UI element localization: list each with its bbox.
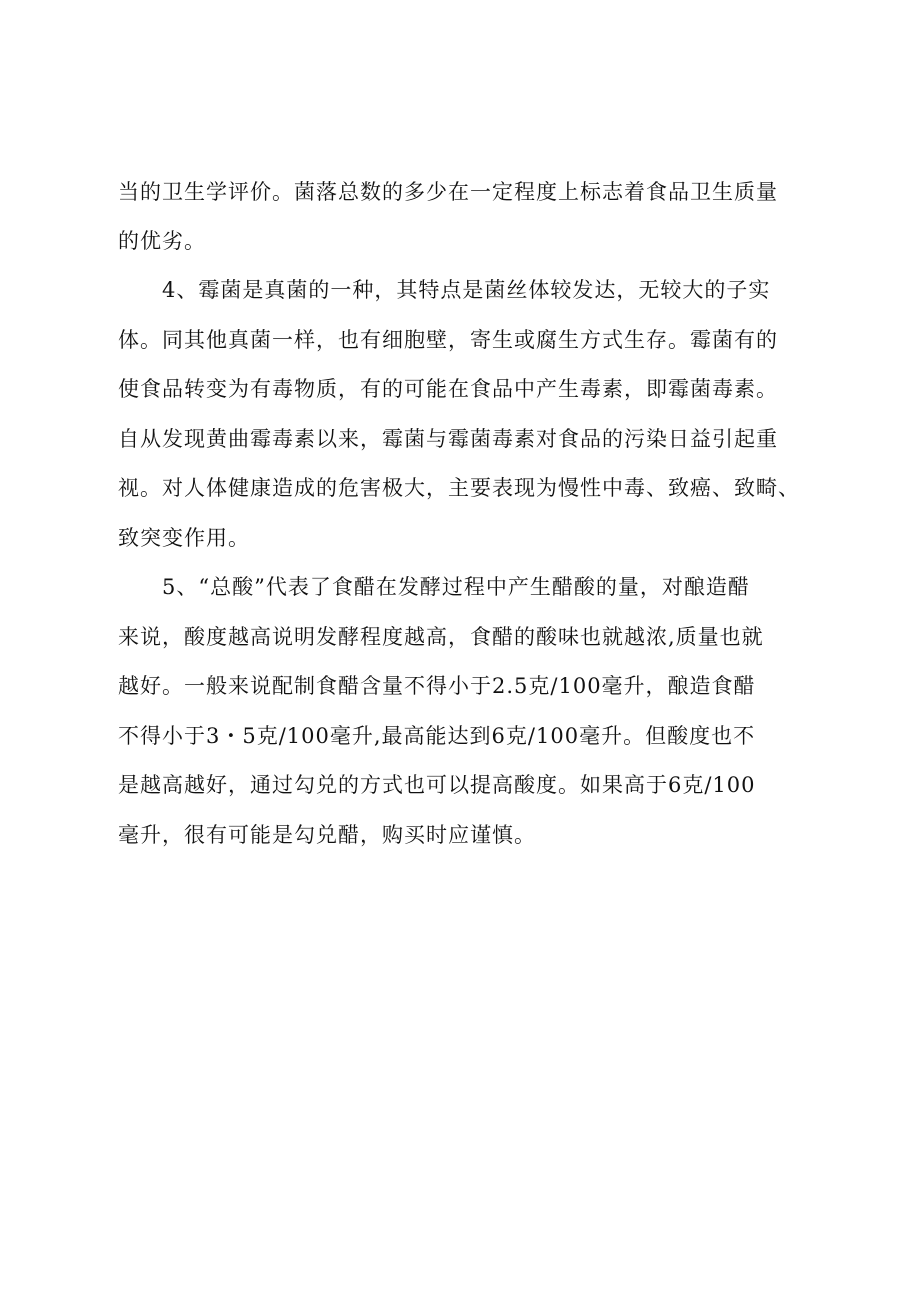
text-line: 自从发现黄曲霉毒素以来，霉菌与霉菌毒素对食品的污染日益引起重 [118, 427, 778, 451]
text-line: 4、霉菌是真菌的一种，其特点是菌丝体较发达，无较大的子实 [162, 278, 771, 302]
text-line: 使食品转变为有毒物质，有的可能在食品中产生毒素，即霉菌毒素。 [118, 377, 778, 401]
text-line: 视。对人体健康造成的危害极大，主要表现为慢性中毒、致癌、致畸、 [118, 476, 800, 500]
text-line: 致突变作用。 [118, 526, 250, 550]
text-line: 来说，酸度越高说明发酵程度越高，食醋的酸味也就越浓,质量也就 [118, 625, 764, 649]
text-line: 当的卫生学评价。菌落总数的多少在一定程度上标志着食品卫生质量 [118, 180, 778, 204]
text-line: 不得小于3・5克/100毫升,最高能达到6克/100毫升。但酸度也不 [118, 724, 756, 748]
text-line: 是越高越好，通过勾兑的方式也可以提高酸度。如果高于6克/100 [118, 773, 756, 797]
text-line: 体。同其他真菌一样，也有细胞壁，寄生或腐生方式生存。霉菌有的 [118, 328, 778, 352]
text-line: 越好。一般来说配制食醋含量不得小于2.5克/100毫升，酿造食醋 [118, 674, 756, 698]
text-line: 毫升，很有可能是勾兑醋，购买时应谨慎。 [118, 823, 536, 847]
text-line: 5、“总酸”代表了食醋在发酵过程中产生醋酸的量，对酿造醋 [162, 575, 750, 599]
text-line: 的优劣。 [118, 229, 206, 253]
